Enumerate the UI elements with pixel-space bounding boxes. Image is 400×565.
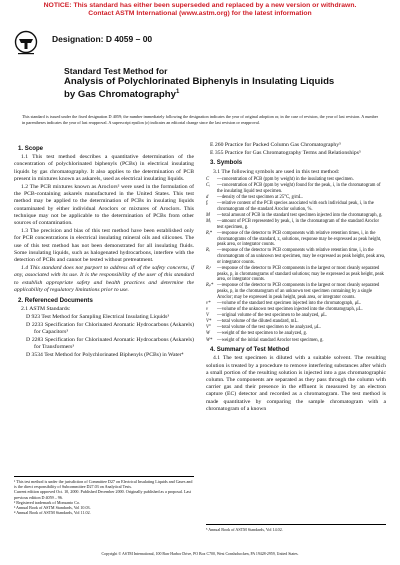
symbol-definition: —density of the test specimen at 25°C, g/mL. — [217, 195, 303, 201]
footnote: ¹ This test method is under the jurisdiction of Committee D27 on Electrical Insulating Liquids and Gases and is the direct responsibility of Subcommittee D27.03 on Analytical Tests. — [14, 479, 193, 490]
symbol-row — [206, 313, 386, 319]
symbol-term: Cᵢ — [206, 183, 210, 189]
reference-item: D 2283 Specification for Chlorinated Aromatic Hydrocarbons (Askarels) for Transformers³ — [26, 337, 194, 351]
left-column — [14, 142, 194, 360]
left-footnotes — [14, 476, 194, 515]
symbol-row — [206, 301, 386, 307]
paragraph-3-1: 3.1 The following symbols are used in this test method: — [213, 169, 340, 176]
right-footnotes — [206, 524, 386, 532]
symbol-definition: —concentration of PCB (ppm by weight) in the insulating test specimen. — [217, 177, 354, 183]
symbol-term: V* — [206, 319, 212, 325]
symbol-definition: —relative content of the PCB species associated with each individual peak, i, in the chromatogram of the standard Aroclor solution, %. — [217, 201, 374, 212]
symbol-definition: —response of the detector to PCB components with relative retention time, i, in the chromatogram of an unknown test specimen, may be expressed as peak height, peak area, or integrator counts. — [217, 248, 386, 265]
paragraph-1-4: 1.4 This standard does not purport to address all of the safety concerns, if any, associated with its use. It is the responsibility of the user of this standard to establish appropriate safety and health practices and determine the applicability of regulatory limitations prior to use. — [14, 265, 194, 293]
symbol-definition: —total volume of the test specimen to be analyzed, μL. — [217, 325, 321, 331]
symbol-term: C — [206, 177, 210, 183]
right-column — [206, 142, 386, 414]
footnote: ³ Annual Book of ASTM Standards, Vol 10.03. — [14, 505, 91, 511]
symbol-row — [206, 319, 386, 325]
symbol-definition: —concentration of PCB (ppm by weight) found for the peak, i, in the chromatogram of the insulating liquid test specimen. — [217, 183, 381, 195]
symbol-row — [206, 213, 386, 219]
copyright-line: Copyright © ASTM International, 100 Barr Harbor Drive, PO Box C700, West Conshohocken, PA 19428-2959, United States. — [101, 552, 299, 556]
symbol-row — [206, 177, 386, 183]
title-line-1: Standard Test Method for — [64, 66, 168, 76]
symbol-term: W* — [206, 337, 213, 343]
section-heading-references: 2. Referenced Documents — [18, 296, 93, 304]
designation: Designation: D 4059 – 00 — [52, 34, 153, 44]
notice-line-1: NOTICE: This standard has either been superseded and replaced by a new version or withdrawn. — [43, 2, 357, 9]
symbol-definition: —total amount of PCB in the standard test specimen injected into the chromatograph, g. — [217, 213, 383, 219]
symbol-term: W — [206, 331, 210, 337]
reference-item: D 2233 Specification for Chlorinated Aromatic Hydrocarbons (Askarels) for Capacitors³ — [26, 322, 194, 336]
footnote: Current edition approved Oct. 10, 2000. Published December 2000. Originally published as a proposal. Last previous edition D 4059 – 96. — [14, 489, 192, 500]
symbol-term: d — [206, 195, 209, 201]
symbol-definition: —volume of the standard test specimen injected into the chromatograph, μL. — [217, 300, 362, 306]
symbol-definition: —response of the detector to PCB components with relative retention times, i, in the chromatograms of the standard, z, solutions, response may be expressed as peak height, peak area, or integrator counts. — [217, 230, 382, 248]
title-line-3: by Gas Chromatography$^1$ — [64, 89, 180, 101]
symbol-row — [206, 283, 386, 300]
symbol-definition: —total volume of the diluted standard, mL. — [217, 319, 299, 325]
footnote: ² Registered trademark of Monsanto Co. — [14, 499, 81, 505]
symbol-row — [206, 307, 386, 313]
symbol-term: fᵢ — [206, 201, 209, 207]
symbol-definition: —weight of the test specimen to be analyzed, g. — [217, 331, 308, 337]
footnote: ⁴ Annual Book of ASTM Standards, Vol 11.02. — [14, 510, 91, 516]
notice-line-2: Contact ASTM International (www.astm.org) for the latest information — [88, 10, 312, 17]
reference-item: D 923 Test Method for Sampling Electrical Insulating Liquids³ — [26, 314, 170, 321]
symbol-definition: —volume of the unknown test specimen injected into the chromatograph, μL. — [217, 307, 363, 313]
symbol-row — [206, 338, 386, 344]
reference-list — [22, 314, 194, 359]
symbol-row — [206, 183, 386, 194]
symbol-row — [206, 331, 386, 337]
paragraph-1-1: 1.1 This test method describes a quantitative determination of the concentration of polychlorinated biphenyls (PCBs) in electrical insulating liquids by gas chromatography. It also applies to the determination of PCB present in mixtures known as askarels, used as electrical insulating liquids. — [14, 154, 194, 182]
paragraph-2-1: 2.1 ASTM Standards: — [21, 306, 71, 313]
symbol-list — [206, 177, 386, 343]
reference-item: E 355 Practice for Gas Chromatography Terms and Relationships⁵ — [210, 149, 361, 156]
symbol-row — [206, 325, 386, 331]
symbol-definition: —weight of the initial standard Aroclor test specimen, g. — [217, 337, 324, 343]
symbol-row — [206, 219, 386, 230]
reference-item: D 3534 Test Method for Polychlorinated Biphenyls (PCBs) in Water⁴ — [26, 351, 184, 358]
symbol-term: V° — [206, 325, 211, 331]
astm-logo-icon — [14, 30, 38, 56]
paragraph-1-3: 1.3 The precision and bias of this test method have been established only for PCB concentrations in electrical insulating mineral oils and silicones. The use of this test method has not been demonstrated for all insulating fluids. Some insulating liquids, such as halogenated hydrocarbons, interfere with the detection of PCBs and cannot be tested without pretreatment. — [14, 228, 194, 264]
document-title — [64, 66, 364, 100]
symbol-definition: —response of the detector to PCB components in the largest or most cleanly separated peaks, p, in chromatograms of standard solutions; may be expressed as peak height, peak area, or integrator counts. — [217, 265, 384, 283]
symbol-row — [206, 266, 386, 283]
paragraph-4-1: 4.1 The test specimen is diluted with a suitable solvent. The resulting solution is treated by a procedure to remove interfering substances after which a small portion of the resulting solution is injected into a gas chromatographic column. The components are separated as they pass through the column with carrier gas and their presence in the effluent is measured by an electron capture (EC) detector and recorded as a chromatogram. The test method is made quantitative by comparing the sample chromatogram with a chromatogram of a known — [206, 355, 386, 412]
symbol-term: v — [206, 307, 209, 313]
section-heading-symbols: 3. Symbols — [210, 159, 243, 167]
symbol-term: Rᵢ — [206, 248, 210, 254]
symbol-definition: —original volume of the test specimen to be analyzed, μL. — [217, 313, 328, 319]
reference-item: E 260 Practice for Packed Column Gas Chromatography⁵ — [210, 142, 342, 148]
issue-note: This standard is issued under the fixed designation D 4059; the number immediately following the designation indicates the year of original adoption or, in the case of revision, the year of last revision. A number in parentheses indicates the year of last reapproval. A superscript epsilon (ε) indicates an editorial change since the last revision or reapproval. — [22, 114, 378, 125]
symbol-row — [206, 248, 386, 265]
paragraph-1-2: 1.2 The PCB mixtures known as Aroclors² were used in the formulation of the PCB-containing askarels manufactured in the United States. This test method may be applied to the determination of PCBs in insulating liquids contaminated by either individual Aroclors or mixtures of Aroclors. This technique may not be applicable to the determination of PCBs from other sources of contamination. — [14, 184, 194, 227]
symbol-term: v* — [206, 300, 211, 306]
symbol-row — [206, 201, 386, 212]
withdrawn-notice — [0, 2, 400, 18]
symbol-row — [206, 195, 386, 201]
section-heading-scope: 1. Scope — [18, 144, 44, 152]
symbol-row — [206, 231, 386, 248]
symbol-term: Mᵢ — [206, 219, 211, 225]
symbol-term: Rᵢ* — [206, 230, 212, 236]
section-heading-summary: 4. Summary of Test Method — [210, 345, 290, 353]
symbol-definition: —amount of PCB represented by peak, i, in the chromatogram of the standard Aroclor test specimen, g. — [217, 219, 380, 230]
symbol-term: Rₚ* — [206, 283, 214, 289]
symbol-term: Rᵢᶻ — [206, 265, 211, 271]
symbol-term: M — [206, 213, 210, 219]
title-line-2: Analysis of Polychlorinated Biphenyls in Insulating Liquids — [64, 76, 335, 87]
symbol-term: V — [206, 313, 209, 319]
symbol-definition: —response of the detector to PCB components in the largest or most cleanly separated peaks, p, in the chromatogram of an unknown test specimen containing by a single Aroclor; may be expressed in peak height, peak area, or integrator counts. — [217, 283, 380, 300]
footnote: ⁵ Annual Book of ASTM Standards, Vol 14.02. — [206, 527, 283, 532]
